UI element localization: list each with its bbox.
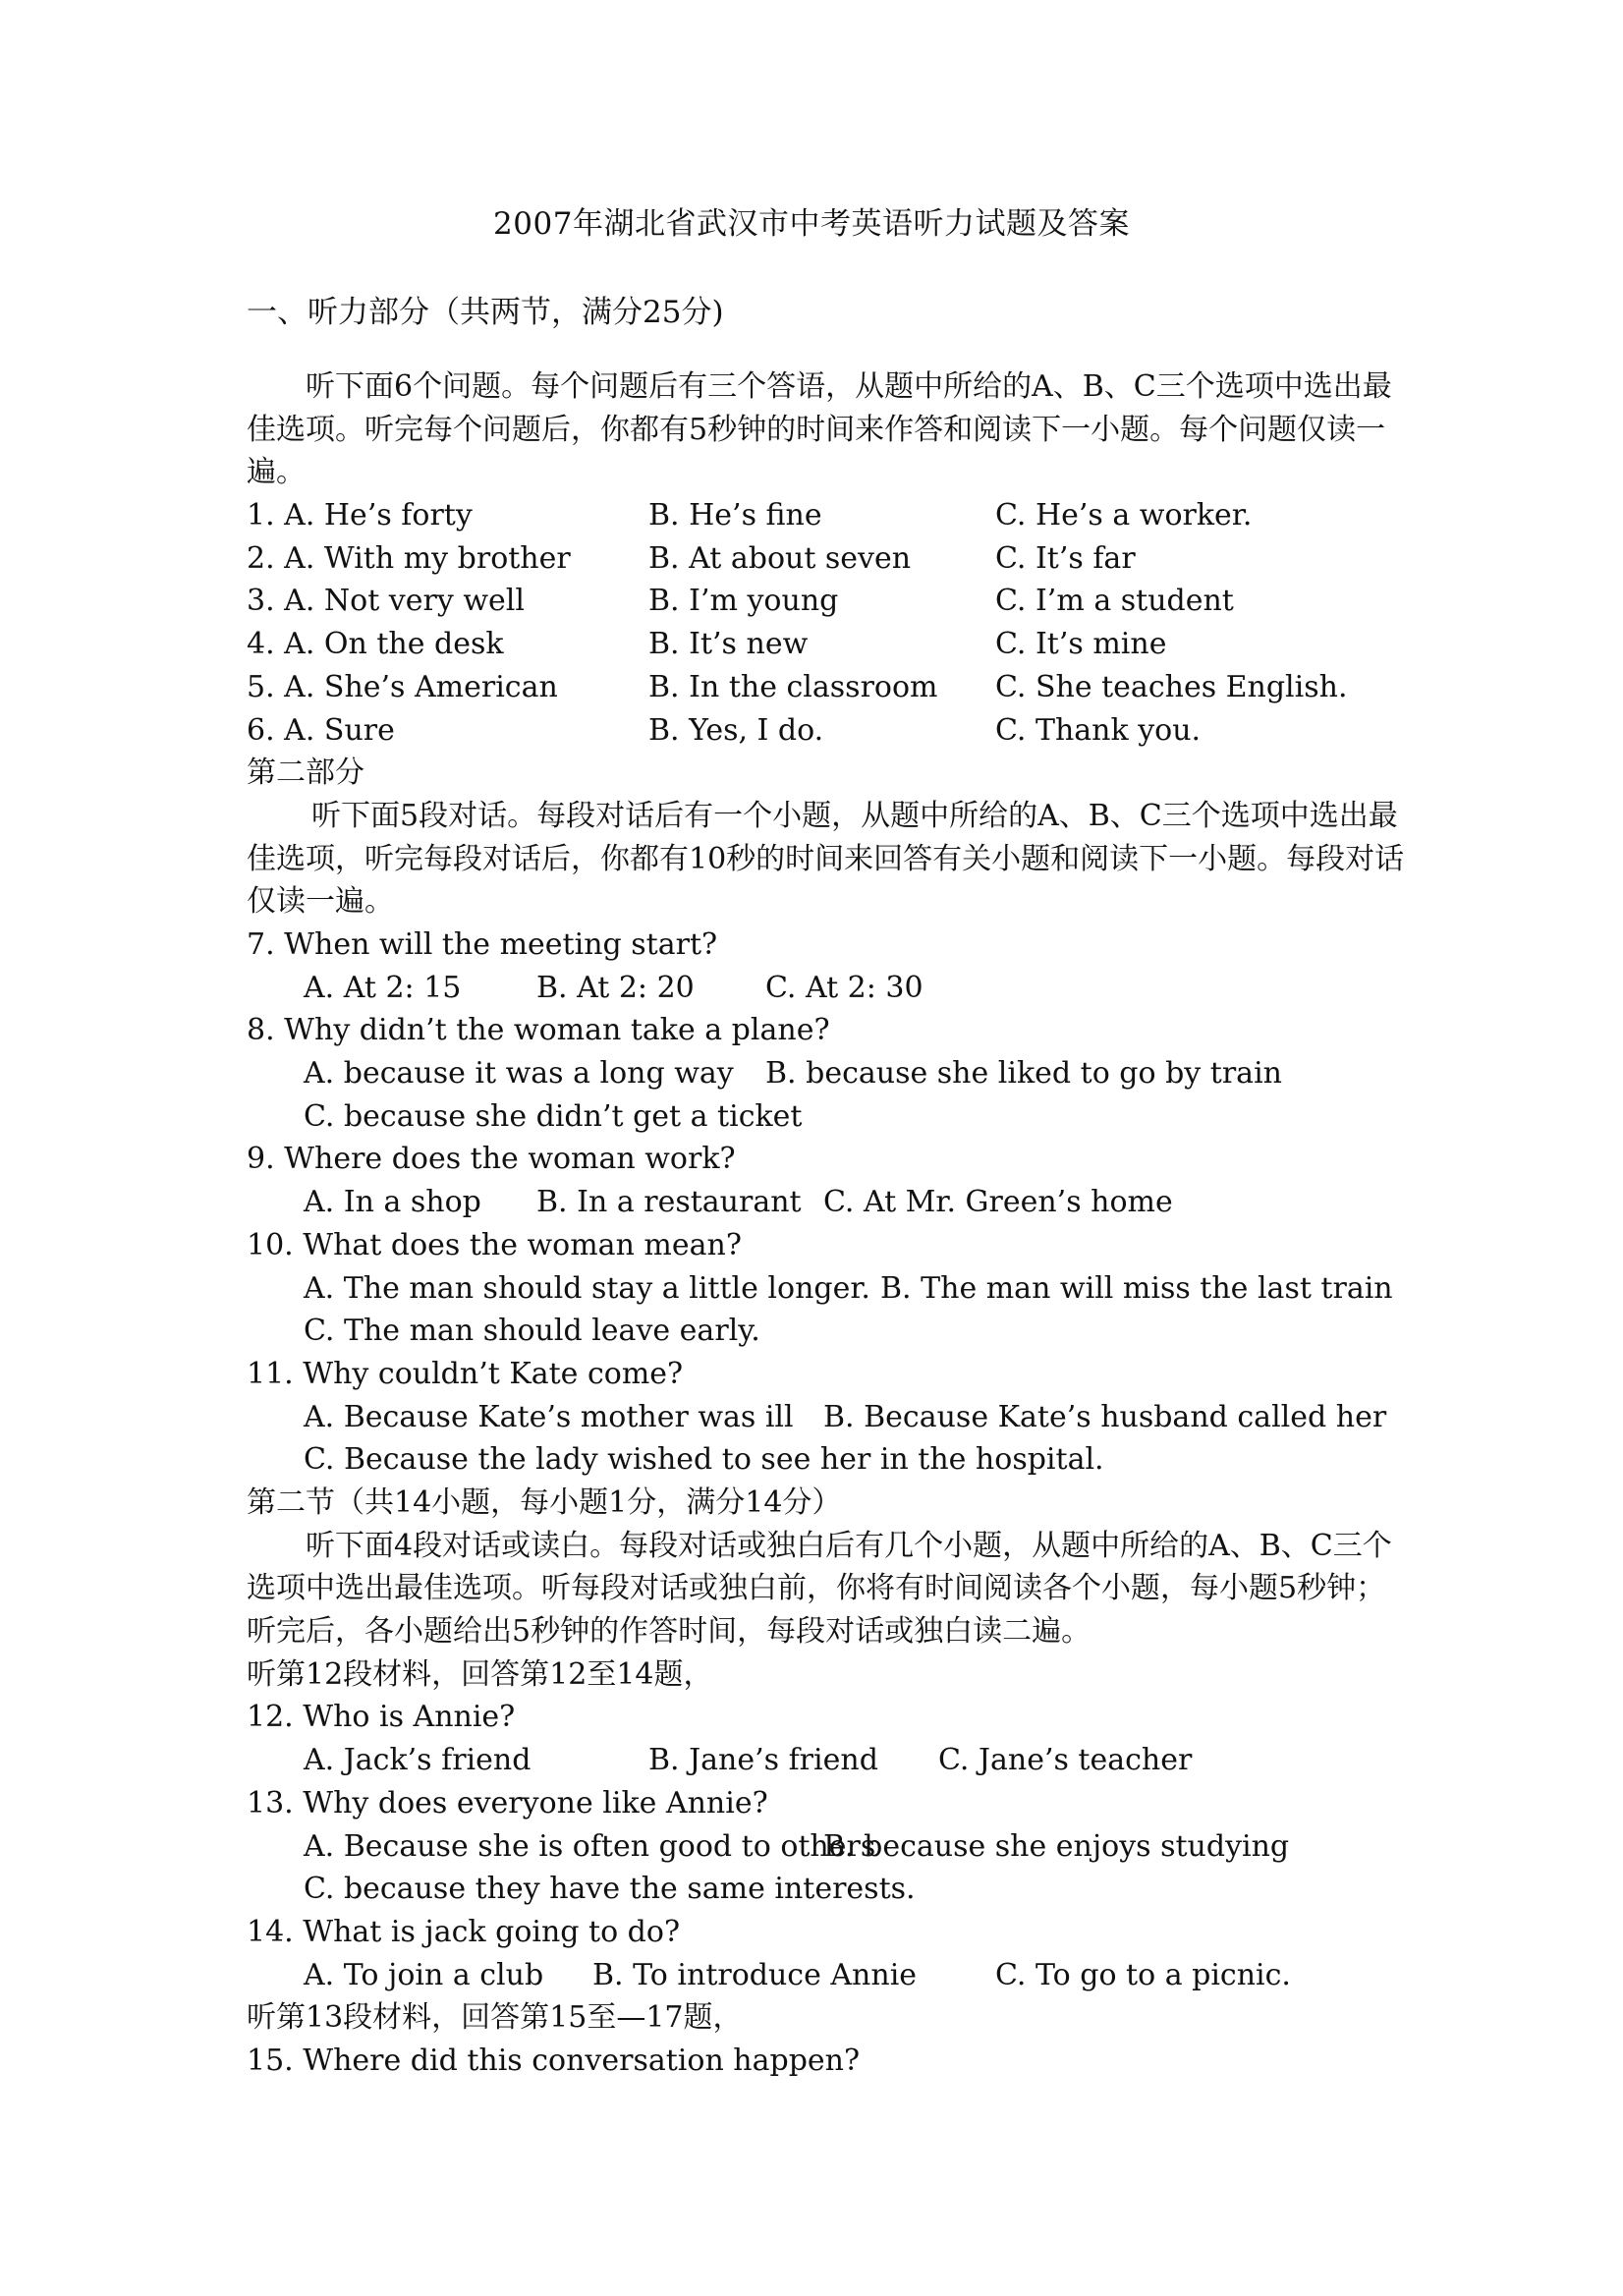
question-11: 11. Why couldn’t Kate come? (247, 1356, 684, 1391)
part-2-instructions: 听下面5段对话。每段对话后有一个小题，从题中所给的A、B、C三个选项中选出最佳选项，听完每段对话后，你都有10秒的时间来回答有关小题和阅读下一小题。每段对话仅读一遍。 (247, 798, 1405, 920)
question-6-option-b: B. Yes, I do. (648, 712, 824, 748)
question-4-option-b: B. It’s new (648, 627, 809, 662)
question-row-5 (247, 666, 1406, 709)
question-12: 12. Who is Annie? (247, 1700, 516, 1735)
question-12-options (247, 1739, 1406, 1782)
question-5-option-c: C. She teaches English. (995, 669, 1348, 704)
question-9-option-b: B. In a restaurant (536, 1185, 802, 1220)
question-2-option-c: C. It’s far (995, 540, 1136, 576)
question-row-1 (247, 494, 1406, 537)
question-9: 9. Where does the woman work? (247, 1142, 736, 1177)
question-4-option-a: 4. A. On the desk (247, 627, 504, 662)
question-15: 15. Where did this conversation happen? (247, 2043, 861, 2078)
question-1-option-b: B. He’s fine (648, 498, 822, 533)
question-7: 7. When will the meeting start? (247, 927, 718, 963)
question-10-options-row-2 (247, 1310, 1406, 1353)
question-11-options-row-2 (247, 1438, 1406, 1482)
question-7-option-a: A. At 2: 15 (304, 970, 462, 1005)
question-row-3 (247, 580, 1406, 623)
question-13-option-a: A. Because she is often good to others (304, 1828, 876, 1864)
question-14-option-c: C. To go to a picnic. (995, 1957, 1291, 1992)
question-11-option-b: B. Because Kate’s husband called her (823, 1399, 1387, 1434)
question-8-option-c: C. because she didn’t get a ticket (304, 1098, 803, 1134)
document-body (247, 365, 1406, 2083)
part-1-instructions: 听下面6个问题。每个问题后有三个答语，从题中所给的A、B、C三个选项中选出最佳选项。听完每个问题后，你都有5秒钟的时间来作答和阅读下一小题。每个问题仅读一遍。 (247, 369, 1392, 490)
question-9-options (247, 1181, 1406, 1224)
question-14-options (247, 1954, 1406, 1997)
question-12-option-a: A. Jack’s friend (304, 1743, 532, 1778)
material-12-heading: 听第12段材料，回答第12至14题， (247, 1656, 713, 1692)
question-12-option-c: C. Jane’s teacher (938, 1743, 1193, 1778)
question-4-option-c: C. It’s mine (995, 627, 1167, 662)
question-8-option-a: A. because it was a long way (304, 1056, 734, 1092)
section-1-heading: 一、听力部分（共两节，满分25分) (247, 295, 724, 330)
question-8-options-row-2 (247, 1095, 1406, 1139)
question-row-4 (247, 623, 1406, 666)
question-10-options-row-1 (247, 1267, 1406, 1311)
question-10-option-a: A. The man should stay a little longer. (304, 1270, 870, 1306)
question-10: 10. What does the woman mean? (247, 1227, 742, 1262)
question-13-options-row-1 (247, 1825, 1406, 1869)
question-14: 14. What is jack going to do? (247, 1914, 681, 1949)
question-10-option-b: B. The man will miss the last train (880, 1270, 1393, 1306)
question-11-options-row-1 (247, 1396, 1406, 1439)
question-13-option-c: C. because they have the same interests. (304, 1872, 916, 1907)
question-6-option-c: C. Thank you. (995, 712, 1202, 748)
question-14-option-b: B. To introduce Annie (592, 1957, 918, 1992)
question-13-option-b: B. because she enjoys studying (823, 1828, 1290, 1864)
question-11-option-a: A. Because Kate’s mother was ill (304, 1399, 794, 1434)
question-10-option-c: C. The man should leave early. (304, 1314, 760, 1349)
question-1-option-c: C. He’s a worker. (995, 498, 1253, 533)
section-2-heading: 第二节（共14小题，每小题1分，满分14分） (247, 1484, 842, 1520)
question-7-options (247, 967, 1406, 1010)
section-2-instructions: 听下面4段对话或读白。每段对话或独白后有几个小题，从题中所给的A、B、C三个选项中选出最佳选项。听每段对话或独白前，你将有时间阅读各个小题，每小题5秒钟；听完后，各小题给出5秒钟的作答时间，每段对话或独白读二遍。 (247, 1528, 1392, 1650)
question-3-option-c: C. I’m a student (995, 584, 1234, 619)
question-2-option-b: B. At about seven (648, 540, 912, 576)
question-3-option-b: B. I’m young (648, 584, 839, 619)
question-12-option-b: B. Jane’s friend (648, 1743, 878, 1778)
question-11-option-c: C. Because the lady wished to see her in the hospital. (304, 1442, 1104, 1478)
material-13-heading: 听第13段材料，回答第15至—17题， (247, 2000, 743, 2036)
question-8-options-row-1 (247, 1052, 1406, 1095)
question-8: 8. Why didn’t the woman take a plane? (247, 1013, 830, 1048)
question-6-option-a: 6. A. Sure (247, 712, 395, 748)
question-7-option-c: C. At 2: 30 (765, 970, 923, 1005)
question-2-option-a: 2. A. With my brother (247, 540, 571, 576)
question-5-option-a: 5. A. She’s American (247, 669, 558, 704)
question-8-option-b: B. because she liked to go by train (765, 1056, 1282, 1092)
question-7-option-b: B. At 2: 20 (536, 970, 695, 1005)
page-title: 2007年湖北省武汉市中考英语听力试题及答案 (493, 206, 1130, 242)
question-5-option-b: B. In the classroom (648, 669, 938, 704)
part-2-heading: 第二部分 (247, 756, 364, 791)
question-row-6 (247, 709, 1406, 753)
question-1-option-a: 1. A. He’s forty (247, 498, 473, 533)
question-9-option-a: A. In a shop (304, 1185, 481, 1220)
question-13-options-row-2 (247, 1868, 1406, 1911)
question-9-option-c: C. At Mr. Green’s home (823, 1185, 1173, 1220)
question-3-option-a: 3. A. Not very well (247, 584, 525, 619)
question-13: 13. Why does everyone like Annie? (247, 1785, 768, 1820)
question-row-2 (247, 537, 1406, 581)
question-14-option-a: A. To join a club (304, 1957, 544, 1992)
